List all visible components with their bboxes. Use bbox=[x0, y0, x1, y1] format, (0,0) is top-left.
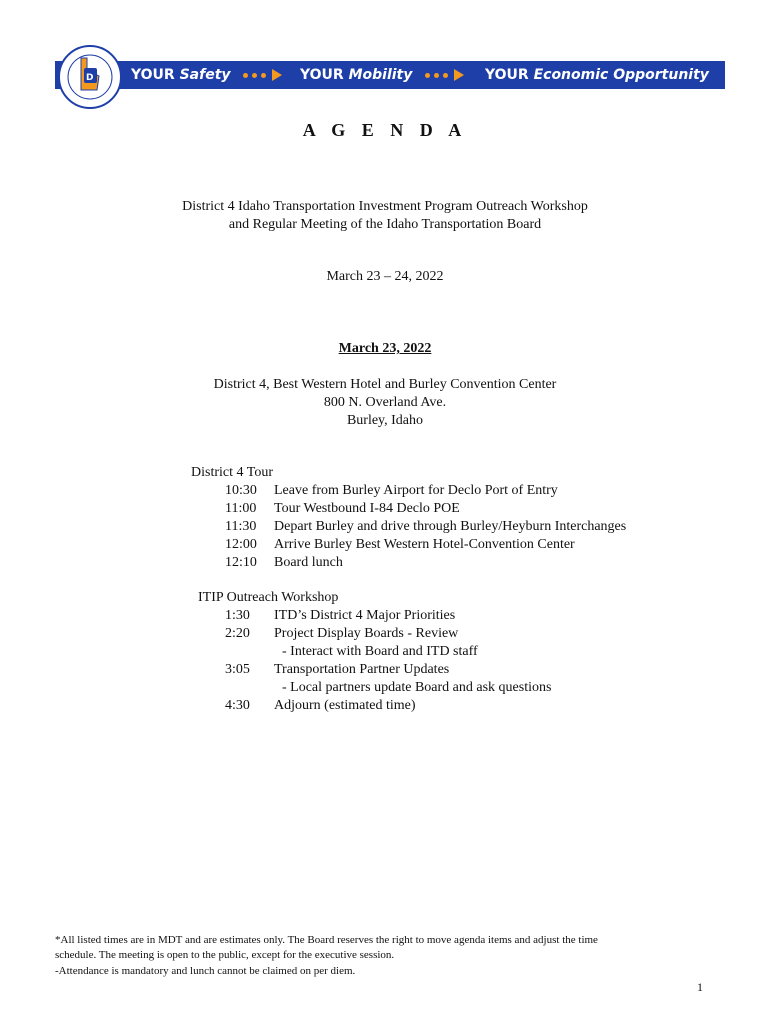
agenda-item: Transportation Partner Updates bbox=[274, 662, 450, 677]
slogan-your: YOUR bbox=[131, 67, 175, 83]
workshop-heading: ITIP Outreach Workshop bbox=[198, 590, 339, 605]
agenda-subitem: - Local partners update Board and ask questions bbox=[282, 680, 552, 695]
agenda-time: 10:30 bbox=[225, 483, 257, 498]
slogan-economic-word: Economic Opportunity bbox=[533, 67, 709, 83]
arrow-dots-icon bbox=[243, 61, 282, 89]
agenda-subitem: - Interact with Board and ITD staff bbox=[282, 644, 478, 659]
venue-city: Burley, Idaho bbox=[346, 413, 424, 428]
slogan-safety-word: Safety bbox=[179, 67, 231, 83]
meeting-dates: March 23 – 24, 2022 bbox=[326, 269, 444, 284]
arrow-dots-icon bbox=[425, 61, 464, 89]
meeting-subtitle-1: District 4 Idaho Transportation Investment Program Outreach Workshop bbox=[182, 199, 588, 214]
footnote-public: schedule. The meeting is open to the public, except for the executive session. bbox=[55, 949, 395, 961]
footnote-times: *All listed times are in MDT and are estimates only. The Board reserves the right to move agenda items and adjust the time bbox=[55, 934, 598, 946]
svg-text:D: D bbox=[86, 73, 94, 83]
meeting-subtitle-2: and Regular Meeting of the Idaho Transportation Board bbox=[228, 217, 542, 232]
agenda-time: 11:00 bbox=[225, 501, 257, 516]
agenda-item: Adjourn (estimated time) bbox=[274, 698, 416, 713]
day-heading: March 23, 2022 bbox=[338, 341, 432, 356]
agenda-item: Tour Westbound I-84 Declo POE bbox=[274, 501, 460, 516]
agenda-time: 11:30 bbox=[225, 519, 257, 534]
slogan-safety bbox=[131, 61, 231, 89]
itd-seal-logo bbox=[57, 44, 123, 110]
agenda-time: 12:10 bbox=[225, 555, 257, 570]
agenda-title: A G E N D A bbox=[302, 120, 468, 140]
agenda-time: 4:30 bbox=[225, 698, 250, 713]
slogan-mobility-word: Mobility bbox=[348, 67, 413, 83]
footnote-attendance: -Attendance is mandatory and lunch cannot be claimed on per diem. bbox=[55, 965, 356, 977]
agenda-item: Depart Burley and drive through Burley/Heyburn Interchanges bbox=[274, 519, 627, 534]
page-number: 1 bbox=[697, 980, 703, 994]
agenda-item: Project Display Boards - Review bbox=[274, 626, 459, 641]
agenda-time: 2:20 bbox=[225, 626, 250, 641]
venue-name: District 4, Best Western Hotel and Burley Convention Center bbox=[213, 377, 557, 392]
tour-heading: District 4 Tour bbox=[191, 465, 273, 480]
header-banner bbox=[55, 61, 725, 89]
slogan-your: YOUR bbox=[300, 67, 344, 83]
agenda-time: 3:05 bbox=[225, 662, 250, 677]
agenda-time: 1:30 bbox=[225, 608, 250, 623]
venue-address: 800 N. Overland Ave. bbox=[323, 395, 447, 410]
agenda-item: Arrive Burley Best Western Hotel-Convention Center bbox=[274, 537, 575, 552]
slogan-mobility bbox=[300, 61, 412, 89]
agenda-time: 12:00 bbox=[225, 537, 257, 552]
slogan-your: YOUR bbox=[485, 67, 529, 83]
agenda-item: Board lunch bbox=[274, 555, 343, 570]
slogan-economic bbox=[485, 61, 709, 89]
agenda-item: ITD’s District 4 Major Priorities bbox=[274, 608, 456, 623]
agenda-item: Leave from Burley Airport for Declo Port of Entry bbox=[274, 483, 558, 498]
